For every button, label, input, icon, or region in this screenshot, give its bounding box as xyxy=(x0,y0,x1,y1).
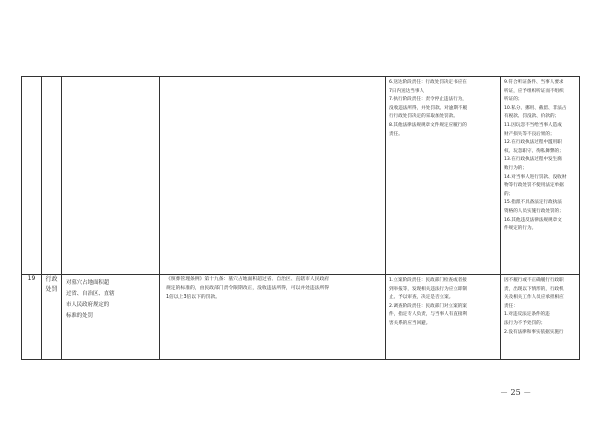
basis-line: 规定的标准的，由民政部门责令限期改正，没收违法所得，可以并处违法所得 xyxy=(166,286,330,291)
responsibility-line: 没收违法所得，并处罚款。对逾期不履 xyxy=(389,105,468,111)
accountability-line: 财产损失等不良后果的； xyxy=(504,131,555,137)
cell-accountability xyxy=(501,275,580,360)
responsibility-line: 1.立案阶段责任：民政部门检查或者接 xyxy=(389,278,467,283)
basis-line: 1倍以上3倍以下的罚款。 xyxy=(166,295,221,300)
category-line: 处罚 xyxy=(45,286,58,293)
row-basis xyxy=(160,275,385,302)
accountability-line: 听证，应予组织听证而不组织 xyxy=(504,88,564,94)
object-line: 对墓穴占地面积超 xyxy=(66,280,110,286)
cell-number-empty xyxy=(22,77,42,275)
responsibility-line: 件，指定专人负责，与当事人有直接利 xyxy=(389,312,468,318)
cell-object-empty xyxy=(62,77,160,275)
duty-table xyxy=(21,76,580,360)
responsibility-line: 8.其他法律法规规章文件规定应履行的 xyxy=(389,122,467,128)
accountability-line: 有税款、罚没款、价款的； xyxy=(504,114,560,120)
accountability-line: 1.对违反法定条件的违 xyxy=(504,312,550,318)
object-line: 过省、自治区、直辖 xyxy=(66,291,115,297)
accountability-text xyxy=(501,275,579,339)
accountability-line: 资格的人员实施行政处罚的； xyxy=(504,208,564,214)
accountability-line: 权、玩忽职守、徇私舞弊的； xyxy=(504,148,564,154)
responsibility-line: 害关系的应当回避。 xyxy=(389,320,431,326)
cell-accountability xyxy=(501,77,580,275)
accountability-line: 9.符合听证条件、当事人要求 xyxy=(504,80,564,85)
accountability-line: 法行为不予处罚的； xyxy=(504,320,546,326)
table-row-continued xyxy=(22,77,580,275)
accountability-line: 10.私分、挪用、截留、非法占 xyxy=(504,105,567,111)
cell-basis-empty xyxy=(160,77,386,275)
accountability-line: 物等行政处罚不使用法定单据 xyxy=(504,183,564,189)
accountability-line: 因不履行或不正确履行行政职 xyxy=(504,278,564,283)
cell-number xyxy=(22,275,42,360)
accountability-line: 11.因玩忽不当给当事人造成 xyxy=(504,122,562,128)
accountability-line: 败行为的； xyxy=(504,165,527,171)
responsibility-line: 到举报等，发现相关违法行为应立即制 xyxy=(389,286,468,292)
row-number: 19 xyxy=(27,275,36,282)
responsibility-text xyxy=(386,275,500,331)
cell-basis xyxy=(160,275,386,360)
accountability-line: 关及相关工作人员应承担相应 xyxy=(504,295,564,301)
row-object xyxy=(62,275,159,325)
responsibility-line: 止、予以审查，决定是否立案。 xyxy=(389,295,454,301)
basis-line: 《殡葬管理条例》第十九条：墓穴占地面积超过省、自治区、直辖市人民政府 xyxy=(166,277,330,282)
accountability-line: 16.其他违反法律法规规章文 xyxy=(504,217,562,223)
object-line: 标准的处罚 xyxy=(66,313,93,319)
accountability-line: 责任： xyxy=(504,303,518,309)
cell-category-empty xyxy=(42,77,62,275)
category-line: 行政 xyxy=(45,276,58,283)
responsibility-line: 6.送达阶段责任：行政处罚决定书应在 xyxy=(389,80,467,85)
accountability-line: 件规定的行为。 xyxy=(504,226,537,232)
object-line: 市人民政府规定的 xyxy=(66,302,110,308)
responsibility-line: 7日内送达当事人 xyxy=(389,88,425,94)
accountability-line: 15.指派不具备法定行政执法 xyxy=(504,200,562,206)
cell-responsibility xyxy=(386,77,501,275)
accountability-line: 13.在行政执法过程中发生腐 xyxy=(504,157,562,163)
responsibility-line: 行行政处罚决定的采取加处罚款。 xyxy=(389,114,458,120)
accountability-text xyxy=(501,77,579,236)
cell-object xyxy=(62,275,160,360)
cell-responsibility xyxy=(386,275,501,360)
cell-category xyxy=(42,275,62,360)
accountability-line: 2.没有法律和事实依据实施行 xyxy=(504,329,564,335)
table-row-19 xyxy=(22,275,580,360)
accountability-line: 听证的； xyxy=(504,97,523,103)
responsibility-line: 7.执行阶段责任：责令停止违法行为， xyxy=(389,97,467,103)
accountability-line: 责，出现以下情形的，行政机 xyxy=(504,286,564,292)
accountability-line: 14.对当事人进行罚款、没收财 xyxy=(504,174,567,180)
responsibility-text xyxy=(386,77,500,141)
responsibility-line: 2.调查阶段责任：民政部门对立案的案 xyxy=(389,303,467,309)
responsibility-line: 责任。 xyxy=(389,131,403,137)
row-category xyxy=(42,275,61,295)
accountability-line: 12.在行政执法过程中滥用职 xyxy=(504,140,562,146)
page-number: － 25 － xyxy=(500,388,532,397)
accountability-line: 的； xyxy=(504,191,514,197)
